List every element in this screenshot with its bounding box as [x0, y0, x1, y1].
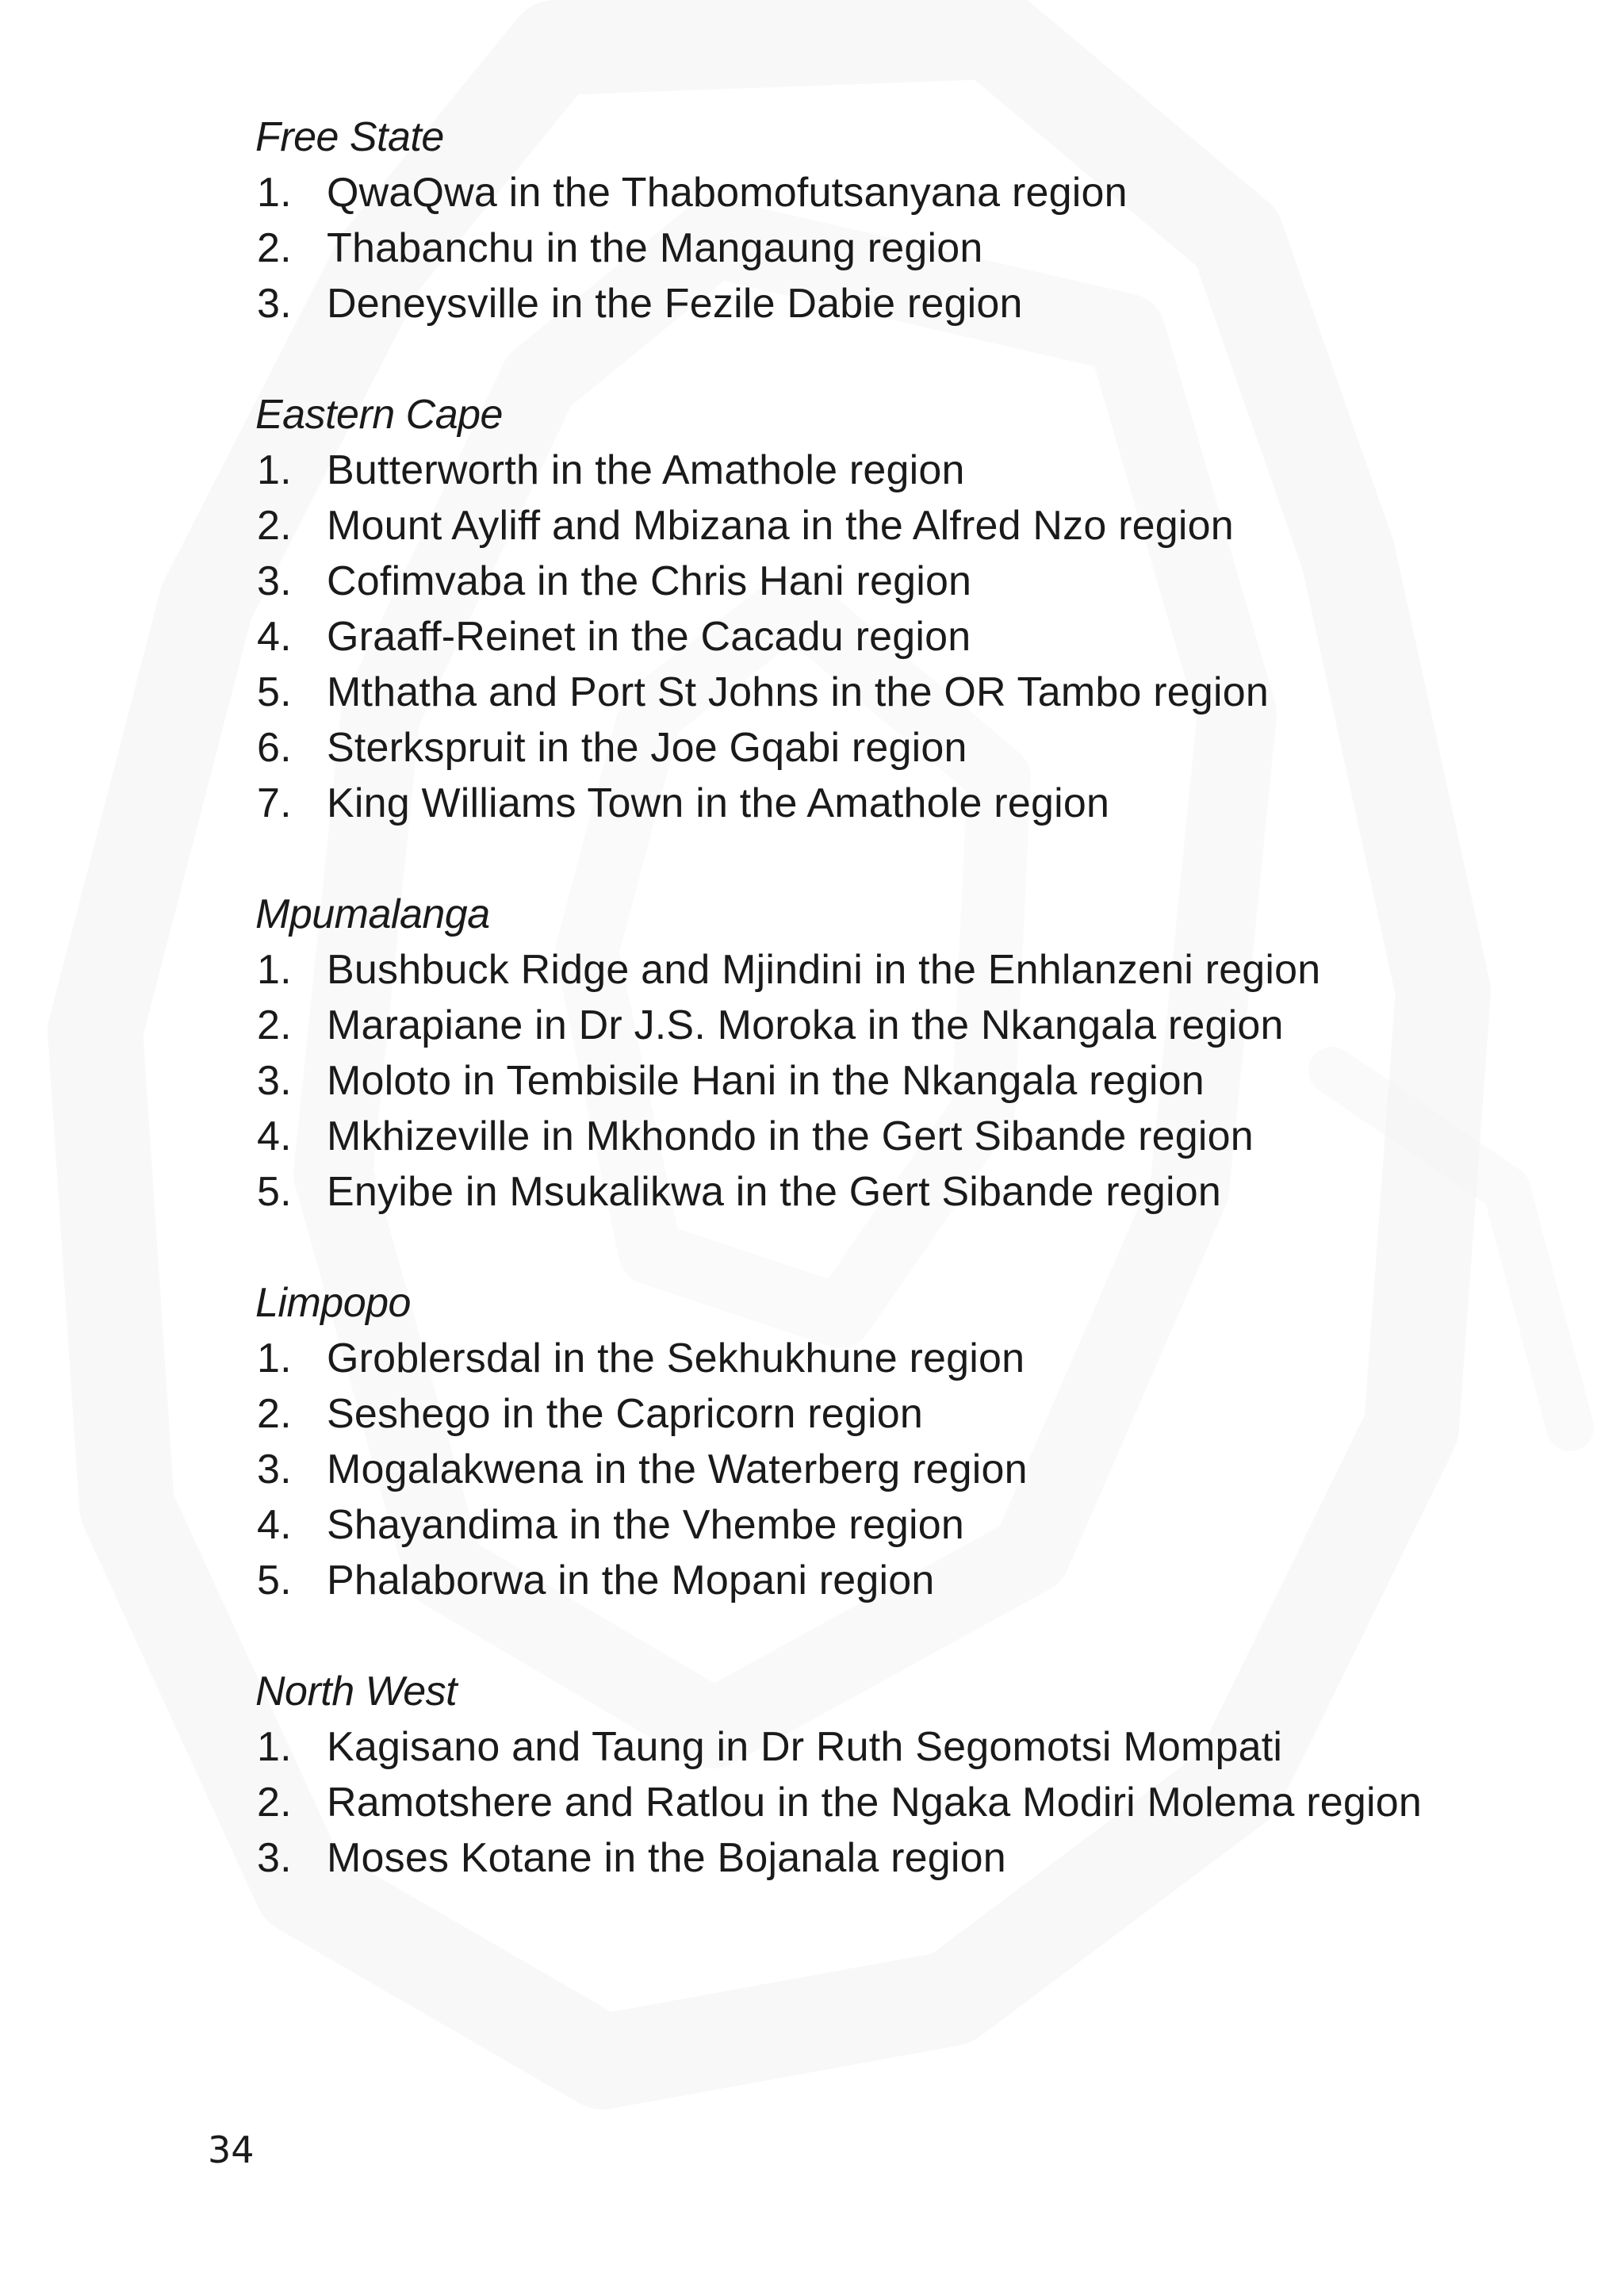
page-content: [255, 109, 1445, 1941]
item-list: [255, 165, 1445, 331]
item-number: 1.: [257, 170, 292, 216]
item-list: [255, 942, 1445, 1220]
item-text: Bushbuck Ridge and Mjindini in the Enhlanzeni region: [327, 947, 1321, 993]
item-text: Groblersdal in the Sekhukhune region: [327, 1335, 1025, 1381]
list-item: [255, 1775, 1445, 1830]
page-number: 34: [208, 2128, 255, 2171]
list-item: [255, 998, 1445, 1053]
item-number: 1.: [257, 1335, 292, 1381]
item-text: Moses Kotane in the Bojanala region: [327, 1835, 1006, 1881]
list-item: [255, 776, 1445, 831]
item-number: 4.: [257, 1113, 292, 1159]
list-item: [255, 1164, 1445, 1220]
item-text: Enyibe in Msukalikwa in the Gert Sibande region: [327, 1169, 1222, 1215]
list-item: [255, 1442, 1445, 1497]
item-text: Kagisano and Taung in Dr Ruth Segomotsi Mompati: [327, 1724, 1283, 1770]
list-item: [255, 165, 1445, 220]
item-text: Mthatha and Port St Johns in the OR Tambo region: [327, 669, 1269, 715]
list-item: [255, 1830, 1445, 1886]
section-free-state: [255, 109, 1445, 331]
item-text: Cofimvaba in the Chris Hani region: [327, 558, 972, 604]
item-number: 2.: [257, 1002, 292, 1048]
item-number: 7.: [257, 780, 292, 826]
item-text: QwaQwa in the Thabomofutsanyana region: [327, 170, 1128, 216]
item-list: [255, 1719, 1445, 1886]
section-eastern-cape: [255, 387, 1445, 831]
list-item: [255, 1719, 1445, 1775]
item-text: King Williams Town in the Amathole region: [327, 780, 1110, 826]
list-item: [255, 276, 1445, 331]
item-number: 3.: [257, 1058, 292, 1104]
item-text: Marapiane in Dr J.S. Moroka in the Nkangala region: [327, 1002, 1284, 1048]
list-item: [255, 220, 1445, 276]
section-mpumalanga: [255, 887, 1445, 1220]
section-north-west: [255, 1664, 1445, 1886]
list-item: [255, 1497, 1445, 1553]
item-number: 3.: [257, 281, 292, 327]
item-number: 5.: [257, 1557, 292, 1603]
section-heading: Limpopo: [255, 1280, 411, 1326]
list-item: [255, 1109, 1445, 1164]
list-item: [255, 1386, 1445, 1442]
item-number: 2.: [257, 503, 292, 549]
item-number: 4.: [257, 1502, 292, 1548]
item-number: 2.: [257, 225, 292, 271]
section-heading: North West: [255, 1669, 458, 1715]
item-number: 1.: [257, 947, 292, 993]
item-text: Seshego in the Capricorn region: [327, 1391, 923, 1437]
list-item: [255, 665, 1445, 720]
item-list: [255, 1331, 1445, 1608]
item-number: 3.: [257, 558, 292, 604]
item-text: Mount Ayliff and Mbizana in the Alfred Nzo region: [327, 503, 1234, 549]
list-item: [255, 609, 1445, 665]
item-list: [255, 443, 1445, 831]
item-text: Phalaborwa in the Mopani region: [327, 1557, 935, 1603]
item-number: 5.: [257, 669, 292, 715]
list-item: [255, 942, 1445, 998]
section-limpopo: [255, 1275, 1445, 1608]
item-text: Mkhizeville in Mkhondo in the Gert Sibande region: [327, 1113, 1254, 1159]
list-item: [255, 554, 1445, 609]
list-item: [255, 1053, 1445, 1109]
item-text: Sterkspruit in the Joe Gqabi region: [327, 725, 967, 771]
item-number: 2.: [257, 1391, 292, 1437]
item-text: Mogalakwena in the Waterberg region: [327, 1446, 1028, 1492]
item-text: Thabanchu in the Mangaung region: [327, 225, 983, 271]
item-number: 1.: [257, 447, 292, 493]
list-item: [255, 1553, 1445, 1608]
list-item: [255, 1331, 1445, 1386]
section-heading: Eastern Cape: [255, 392, 503, 438]
item-text: Shayandima in the Vhembe region: [327, 1502, 965, 1548]
item-number: 4.: [257, 614, 292, 660]
item-text: Ramotshere and Ratlou in the Ngaka Modiri Molema region: [327, 1780, 1423, 1826]
item-number: 3.: [257, 1446, 292, 1492]
item-text: Moloto in Tembisile Hani in the Nkangala region: [327, 1058, 1205, 1104]
list-item: [255, 720, 1445, 776]
item-number: 5.: [257, 1169, 292, 1215]
item-number: 3.: [257, 1835, 292, 1881]
item-number: 2.: [257, 1780, 292, 1826]
item-text: Graaff-Reinet in the Cacadu region: [327, 614, 971, 660]
item-text: Deneysville in the Fezile Dabie region: [327, 281, 1023, 327]
item-text: Butterworth in the Amathole region: [327, 447, 965, 493]
section-heading: Mpumalanga: [255, 891, 490, 937]
list-item: [255, 443, 1445, 498]
item-number: 6.: [257, 725, 292, 771]
item-number: 1.: [257, 1724, 292, 1770]
section-heading: Free State: [255, 114, 444, 160]
list-item: [255, 498, 1445, 554]
